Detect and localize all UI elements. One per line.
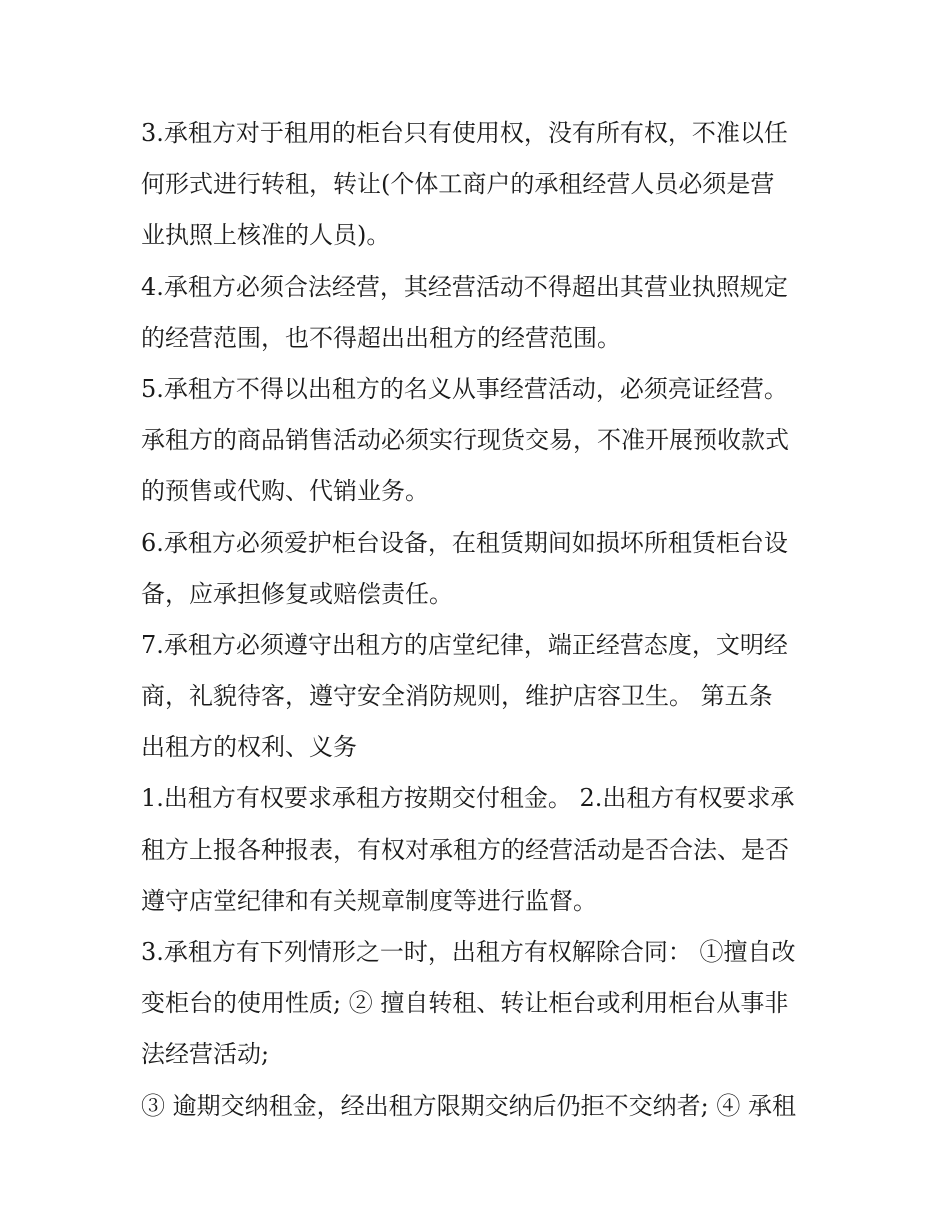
text-line: 1.出租方有权要求承租方按期交付租金。 2.出租方有权要求承 <box>141 784 795 813</box>
text-line: 承租方的商品销售活动必须实行现货交易，不准开展预收款式 <box>141 426 789 455</box>
document-body <box>141 108 821 1132</box>
text-line: 法经营活动; <box>141 1040 270 1069</box>
text-line: 的经营范围，也不得超出出租方的经营范围。 <box>141 323 621 352</box>
text-line: ③ 逾期交纳租金，经出租方限期交纳后仍拒不交纳者; ④ 承租 <box>141 1091 796 1120</box>
text-line: 遵守店堂纪律和有关规章制度等进行监督。 <box>141 886 597 915</box>
text-line: 5.承租方不得以出租方的名义从事经营活动，必须亮证经营。 <box>141 374 788 403</box>
text-line: 7.承租方必须遵守出租方的店堂纪律，端正经营态度，文明经 <box>141 630 788 659</box>
text-line: 的预售或代购、代销业务。 <box>141 477 429 506</box>
text-line: 商，礼貌待客，遵守安全消防规则，维护店容卫生。 第五条 <box>141 682 773 711</box>
text-line: 备，应承担修复或赔偿责任。 <box>141 579 453 608</box>
text-line: 3.承租方对于租用的柜台只有使用权，没有所有权，不准以任 <box>141 119 788 147</box>
text-line: 何形式进行转租，转让(个体工商户的承租经营人员必须是营 <box>141 170 775 199</box>
text-line: 租方上报各种报表，有权对承租方的经营活动是否合法、是否 <box>141 835 789 864</box>
text-line: 3.承租方有下列情形之一时，出租方有权解除合同： ①擅自改 <box>141 938 796 966</box>
text-line: 业执照上核准的人员)。 <box>141 221 391 250</box>
text-line: 变柜台的使用性质; ② 擅自转租、转让柜台或利用柜台从事非 <box>141 989 789 1018</box>
text-line: 4.承租方必须合法经营，其经营活动不得超出其营业执照规定 <box>141 272 788 301</box>
text-line: 出租方的权利、义务 <box>141 733 357 762</box>
text-line: 6.承租方必须爱护柜台设备，在租赁期间如损坏所租赁柜台设 <box>141 528 788 557</box>
